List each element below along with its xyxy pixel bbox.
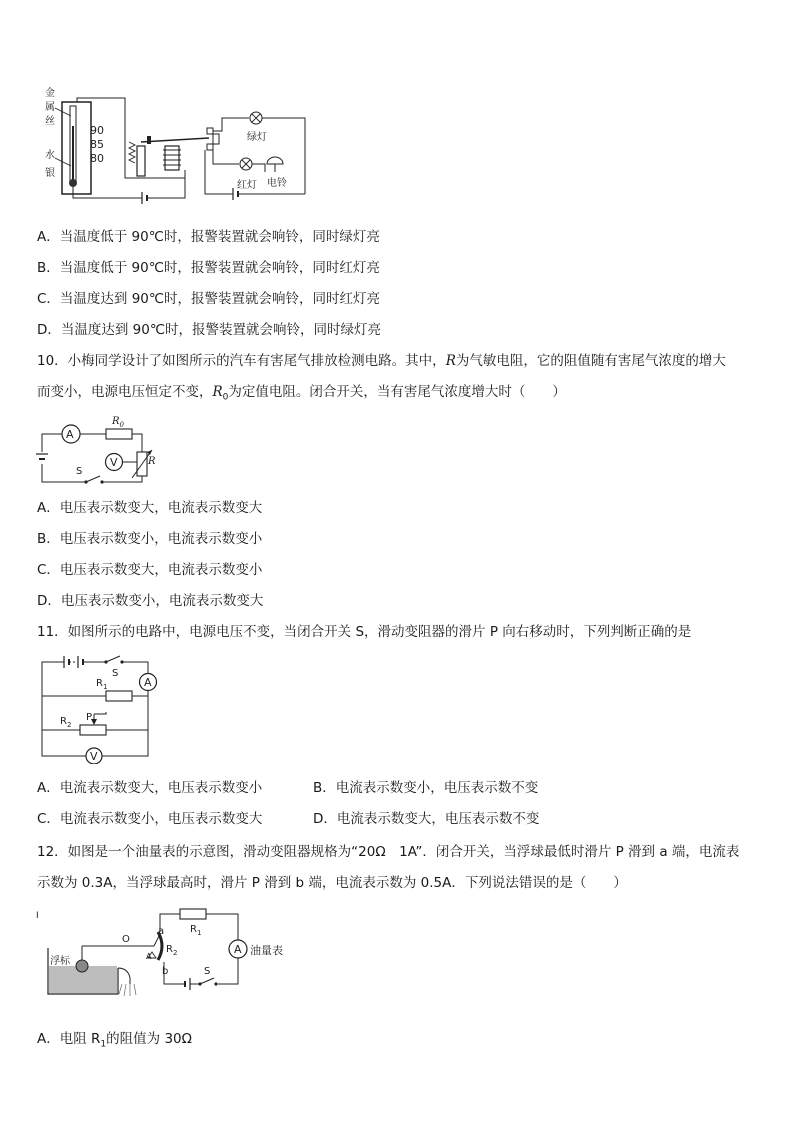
q11-ammeter-label: A <box>144 676 152 689</box>
q12-a-label: a <box>158 926 165 937</box>
q11-option-d: D．电流表示数变大，电压表示数不变 <box>313 811 540 827</box>
q10-option-a: A．电压表示数变大，电流表示数变大 <box>37 500 263 516</box>
q11-parallel-circuit-figure <box>36 652 161 764</box>
q12-stem-line2: 示数为 0.3A，当浮球最高时，滑片 P 滑到 b 端，电流表示数为 0.5A．下列说法错误的是（ ） <box>37 875 627 891</box>
q11-switch-label: S <box>112 668 119 679</box>
q11-voltmeter-label: V <box>90 750 98 763</box>
q9-option-a: A．当温度低于 90℃时，报警装置就会响铃，同时绿灯亮 <box>37 229 380 245</box>
label-green-lamp: 绿灯 <box>247 132 267 143</box>
q12-oil-gauge-figure <box>34 904 294 1014</box>
q12-stem-line1: 12．如图是一个油量表的示意图，滑动变阻器规格为“20Ω 1A”．闭合开关，当浮球最低时滑片 P 滑到 a 端，电流表 <box>37 844 740 860</box>
q11-stem: 11．如图所示的电路中，电源电压不变，当闭合开关 S，滑动变阻器的滑片 P 向右移动时，下列判断正确的是 <box>37 624 692 640</box>
q12-r2-label: $R_2$ <box>166 944 178 957</box>
label-yin: 银 <box>45 168 55 179</box>
q10-r0-label: $R_0$ <box>112 416 124 429</box>
label-si: 丝 <box>45 116 55 127</box>
q12-b-label: b <box>162 966 169 977</box>
q12-r1-label: $R_1$ <box>190 924 202 937</box>
q10-stem-r: R <box>445 353 456 369</box>
label-85: 85 <box>90 138 104 151</box>
q9-option-b: B．当温度低于 90℃时，报警装置就会响铃，同时红灯亮 <box>37 260 380 276</box>
q9-alarm-circuit-figure <box>37 86 312 210</box>
q12-float-label: 浮标 <box>50 956 70 967</box>
q11-slider-label: P <box>86 712 93 723</box>
q10-stem-text-c: 而变小，电源电压恒定不变， <box>37 384 213 400</box>
q10-stem-r0-sub: 0 <box>222 392 229 403</box>
q10-stem-line1 <box>37 352 726 370</box>
q12-option-a <box>37 1030 192 1054</box>
q10-gas-sensor-circuit-figure <box>36 412 161 487</box>
q10-r-label: R <box>148 456 156 467</box>
q11-option-c: C．电流表示数变小，电压表示数变大 <box>37 811 263 827</box>
q9-option-d: D．当温度达到 90℃时，报警装置就会响铃，同时绿灯亮 <box>37 322 382 338</box>
label-bell: 电铃 <box>267 178 287 189</box>
q12-option-a-text-2: 的阻值为 30Ω <box>106 1031 192 1047</box>
label-80: 80 <box>90 152 104 165</box>
q11-option-b: B．电流表示数变小，电压表示数不变 <box>313 780 539 796</box>
q10-ammeter-label: A <box>66 428 74 441</box>
label-jin: 金 <box>45 88 55 99</box>
q10-option-c: C．电压表示数变大，电流表示数变小 <box>37 562 263 578</box>
q10-stem-r0: R <box>212 384 223 400</box>
q10-switch-label: S <box>76 466 83 477</box>
q11-r2-label: $R_2$ <box>60 716 72 729</box>
q10-option-b: B．电压表示数变小，电流表示数变小 <box>37 531 263 547</box>
q10-stem-text-b: 为气敏电阻，它的阻值随有害尾气浓度的增大 <box>455 353 726 369</box>
q12-mark: I <box>36 911 39 921</box>
label-shui: 水 <box>45 150 55 161</box>
q12-a-mark: A <box>146 952 152 961</box>
q9-option-c: C．当温度达到 90℃时，报警装置就会响铃，同时红灯亮 <box>37 291 381 307</box>
q10-option-d: D．电压表示数变小，电流表示数变大 <box>37 593 264 609</box>
q12-switch-label: S <box>204 966 211 977</box>
q11-r1-label: $R_1$ <box>96 678 108 691</box>
q12-oil-gauge-label: 油量表 <box>250 944 283 957</box>
q10-stem-text-d: 为定值电阻。闭合开关，当有害尾气浓度增大时（ ） <box>228 384 566 400</box>
label-90: 90 <box>90 124 104 137</box>
label-red-lamp: 红灯 <box>237 180 257 191</box>
q10-voltmeter-label: V <box>110 456 118 469</box>
q12-ammeter-label: A <box>234 943 242 956</box>
q12-option-a-text: A．电阻 R <box>37 1031 101 1047</box>
label-shu: 属 <box>45 102 55 113</box>
q10-stem-text-a: 10．小梅同学设计了如图所示的汽车有害尾气排放检测电路。其中， <box>37 353 446 369</box>
q11-option-a: A．电流表示数变大，电压表示数变小 <box>37 780 263 796</box>
q10-stem-line2 <box>37 383 566 407</box>
q12-option-a-sub: 1 <box>100 1039 107 1050</box>
q12-pivot-label: O <box>122 934 130 945</box>
